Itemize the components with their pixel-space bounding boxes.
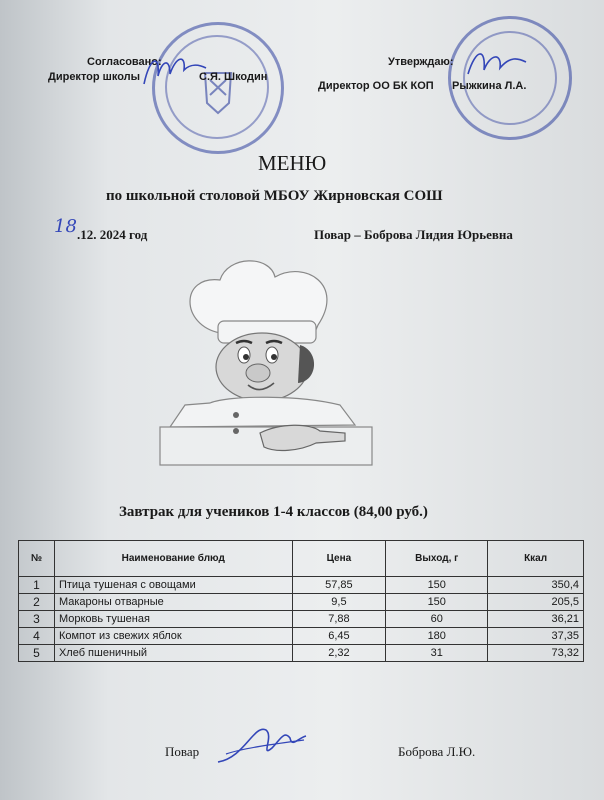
confirm-label: Утверждаю: bbox=[388, 56, 454, 68]
page-title: МЕНЮ bbox=[258, 151, 327, 175]
dish-name: Хлеб пшеничный bbox=[54, 645, 292, 662]
dish-yield: 60 bbox=[386, 611, 488, 628]
approved-label: Согласовано: bbox=[87, 56, 162, 68]
row-number: 3 bbox=[19, 611, 55, 628]
table-row bbox=[19, 645, 584, 662]
dish-name: Компот из свежих яблок bbox=[54, 628, 292, 645]
handwritten-day: 18 bbox=[54, 216, 77, 237]
dish-price: 2,32 bbox=[292, 645, 386, 662]
menu-table bbox=[18, 540, 584, 662]
table-row bbox=[19, 611, 584, 628]
date-text: .12. 2024 год bbox=[77, 227, 148, 242]
row-number: 4 bbox=[19, 628, 55, 645]
dish-kcal: 36,21 bbox=[488, 611, 584, 628]
col-dish: Наименование блюд bbox=[54, 541, 292, 577]
row-number: 1 bbox=[19, 577, 55, 594]
col-price: Цена bbox=[292, 541, 386, 577]
meal-heading: Завтрак для учеников 1-4 классов (84,00 руб.) bbox=[119, 504, 428, 520]
head-signature bbox=[462, 44, 532, 84]
dish-kcal: 73,32 bbox=[488, 645, 584, 662]
dish-kcal: 205,5 bbox=[488, 594, 584, 611]
table-row bbox=[19, 594, 584, 611]
dish-price: 6,45 bbox=[292, 628, 386, 645]
col-kcal: Ккал bbox=[488, 541, 584, 577]
dish-name: Морковь тушеная bbox=[54, 611, 292, 628]
footer-cook-label: Повар bbox=[165, 744, 200, 759]
dish-yield: 150 bbox=[386, 594, 488, 611]
cook-signature bbox=[214, 718, 310, 770]
chef-illustration bbox=[140, 255, 390, 470]
approved-name: С.Я. Шкодин bbox=[199, 71, 268, 83]
confirm-role: Директор ОО БК КОП bbox=[318, 80, 434, 92]
footer-cook-name: Боброва Л.Ю. bbox=[398, 744, 476, 759]
dish-price: 7,88 bbox=[292, 611, 386, 628]
page-subtitle: по школьной столовой МБОУ Жирновская СОШ bbox=[106, 188, 443, 204]
table-row bbox=[19, 628, 584, 645]
dish-yield: 150 bbox=[386, 577, 488, 594]
dish-price: 9,5 bbox=[292, 594, 386, 611]
dish-kcal: 37,35 bbox=[488, 628, 584, 645]
dish-yield: 180 bbox=[386, 628, 488, 645]
dish-yield: 31 bbox=[386, 645, 488, 662]
table-row bbox=[19, 577, 584, 594]
row-number: 5 bbox=[19, 645, 55, 662]
dish-kcal: 350,4 bbox=[488, 577, 584, 594]
dish-price: 57,85 bbox=[292, 577, 386, 594]
cook-line: Повар – Боброва Лидия Юрьевна bbox=[314, 227, 513, 242]
dish-name: Макароны отварные bbox=[54, 594, 292, 611]
approved-role: Директор школы bbox=[48, 71, 141, 83]
col-yield: Выход, г bbox=[386, 541, 488, 577]
confirm-name: Рыжкина Л.А. bbox=[452, 80, 527, 92]
col-number: № bbox=[19, 541, 55, 577]
dish-name: Птица тушеная с овощами bbox=[54, 577, 292, 594]
row-number: 2 bbox=[19, 594, 55, 611]
table-header-row bbox=[19, 541, 584, 577]
